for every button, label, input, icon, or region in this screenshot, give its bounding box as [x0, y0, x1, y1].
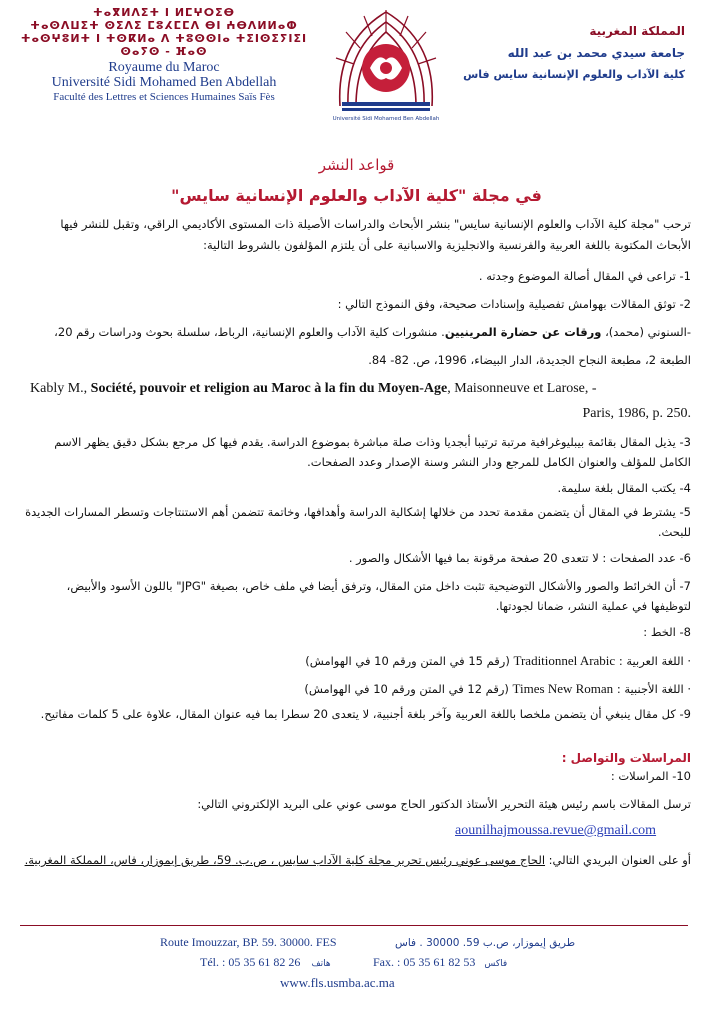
rule-4: 4- يكتب المقال بلغة سليمة. — [557, 481, 691, 495]
faculty-ar: كلية الآداب والعلوم الإنسانية سايس فاس — [463, 68, 685, 81]
page-subtitle: في مجلة "كلية الآداب والعلوم الإنسانية سايس" — [171, 186, 542, 205]
postal-address-text: الحاج موسى عوني رئيس تحرير مجلة كلية الآداب سايس ، ص.ب. 59، طريق إيموزار، فاس، المملكة المغربية. — [24, 853, 546, 867]
rule-2: 2- توثق المقالات بهوامش تفصيلية وإسنادات صحيحة، وفق النموذج التالي : — [337, 297, 691, 311]
footer-phone — [200, 955, 331, 970]
header-right-block — [425, 20, 685, 86]
header-left-block — [10, 6, 318, 104]
example-arabic-line-2: الطبعة 2، مطبعة النجاح الجديدة، الدار البيضاء، 1996، ص. 82- 84. — [368, 353, 691, 367]
footer-fax-fr: Fax. : 05 35 61 82 53 — [373, 955, 476, 969]
example-arabic-line-1 — [23, 322, 691, 343]
example-french-line-1 — [30, 378, 694, 400]
example-arabic-title: ورقات عن حضارة المرينيين — [444, 325, 602, 339]
footer-tel-fr: Tél. : 05 35 61 82 26 — [200, 955, 301, 969]
rule-8-arabic-font — [23, 650, 691, 672]
kingdom-ar: المملكة المغربية — [589, 24, 685, 38]
rule-7: 7- أن الخرائط والصور والأشكال التوضيحية تثبت داخل متن المقال، وترفق أيضا في ملف خاص، بصيغة "JPG" باللون الأسود والأبيض، لتوظيفها في عملية النشر، ضمانا لجودتها. — [66, 579, 691, 613]
page-title: قواعد النشر — [318, 156, 395, 174]
postal-address — [23, 850, 691, 870]
rule-5: 5- يشترط في المقال أن يتضمن مقدمة تحدد من خلالها إشكالية الدراسة وأهدافها، وخاتمة تتضمن أهم الاستنتاجات وتسطر المسارات الجديدة للبحث. — [25, 505, 691, 539]
arabic-font-name: Traditionnel Arabic — [513, 653, 616, 668]
example-arabic-author: -السنوني (محمد)، — [601, 325, 691, 339]
correspondence-text: ترسل المقالات باسم رئيس هيئة التحرير الأستاذ الدكتور الحاج موسى عوني على البريد الإلكتروني التالي: — [197, 797, 691, 811]
rule-8: 8- الخط : — [643, 625, 691, 639]
rule-9: 9- كل مقال ينبغي أن يتضمن ملخصا باللغة العربية وآخر بلغة أجنبية، لا يتعدى 20 سطرا بما فيه عنوان المقال، علاوة على 5 كلمات مفاتيح. — [40, 707, 691, 721]
foreign-font-size: (رقم 12 في المتن ورقم 10 في الهوامش) — [304, 682, 513, 696]
postal-prefix: أو على العنوان البريدي التالي: — [545, 853, 691, 867]
correspondence-heading: المراسلات والتواصل : — [561, 751, 691, 765]
logo-caption: Université Sidi Mohamed Ben Abdellah — [332, 116, 440, 122]
faculty-fr: Faculté des Lettres et Sciences Humaines Saïs Fès — [53, 91, 275, 103]
contact-email-link[interactable]: aounilhajmoussa.revue@gmail.com — [455, 823, 657, 838]
tifinagh-line-3: ⵜⴰⵙⵖⵓⵍⵜ ⵏ ⵜⵙⴽⵍⴰ ⴷ ⵜⵓⵙⵙⵏⴰ ⵜⵉⵏⵙⵉⵢⵏⵉⵏ — [20, 32, 308, 45]
intro-paragraph: ترحب "مجلة كلية الآداب والعلوم الإنسانية سايس" بنشر الأبحاث والدراسات الأصيلة ذات المستوى الأكاديمي الراقي، وتقبل للنشر فيها الأبحاث المكتوبة باللغة العربية والفرنسية والانجليزية والاسبانية على أن يلتزم المؤلفون بالشروط التالية: — [60, 217, 691, 252]
footer-fax-ar: فاكس — [484, 959, 508, 969]
example-french-author: Kably M., — [30, 381, 91, 396]
kingdom-fr: Royaume du Maroc — [108, 60, 220, 75]
foreign-font-name: Times New Roman — [512, 681, 614, 696]
tifinagh-line-4: ⵙⴰⵢⵙ - ⴼⴰⵙ — [120, 45, 208, 58]
arabic-font-label: · اللغة العربية : — [615, 654, 691, 668]
university-fr: Université Sidi Mohamed Ben Abdellah — [51, 75, 277, 90]
footer-address-ar: طريق إيموزار، ص.ب 59. 30000 . فاس — [395, 937, 576, 949]
footer-website-link[interactable]: www.fls.usmba.ac.ma — [280, 975, 395, 990]
example-french-publisher: , Maisonneuve et Larose, - — [447, 381, 597, 396]
university-ar: جامعة سيدي محمد بن عبد الله — [507, 46, 685, 60]
rule-8-foreign-font — [23, 678, 691, 700]
arabic-font-size: (رقم 15 في المتن ورقم 10 في الهوامش) — [305, 654, 514, 668]
footer-address-fr: Route Imouzzar, BP. 59. 30000. FES — [160, 935, 337, 949]
rule-10: 10- المراسلات : — [610, 769, 691, 783]
rule-6: 6- عدد الصفحات : لا تتعدى 20 صفحة مرقونة بما فيها الأشكال والصور . — [348, 551, 691, 565]
footer-divider — [20, 925, 688, 926]
foreign-font-label: · اللغة الأجنبية : — [613, 682, 691, 696]
tifinagh-line-1: ⵜⴰⴳⵍⴷⵉⵜ ⵏ ⵍⵎⵖⵔⵉⴱ — [92, 6, 235, 19]
tifinagh-line-2: ⵜⴰⵙⴷⵡⵉⵜ ⵙⵉⴷⵉ ⵎⵓⵃⵎⵎⴷ ⴱⵏ ⵄⴱⴷⵍⵍⴰⵀ — [30, 19, 298, 32]
rule-3: 3- يذيل المقال بقائمة بيبليوغرافية مرتبة ترتيبا أبجديا وذات صلة مباشرة بموضوع الدراسة. يقدم فيها كل مرجع بشكل دقيق يظهر الاسم الكامل للمؤلف والعنوان الكامل للمرجع ودار النشر وسنة الإصدار وعدد الصفحات. — [54, 435, 691, 469]
rule-1: 1- تراعى في المقال أصالة الموضوع وجدته . — [478, 269, 691, 283]
example-french-line-2: Paris, 1986, p. 250. — [582, 406, 691, 421]
footer-fax — [373, 955, 507, 970]
example-french-title: Société, pouvoir et religion au Maroc à la fin du Moyen-Age — [90, 381, 448, 396]
example-arabic-publisher: . منشورات كلية الآداب والعلوم الإنسانية، الرباط، سلسلة بحوث ودراسات رقم 20، — [54, 325, 445, 339]
footer-tel-ar: هاتف — [311, 959, 331, 969]
